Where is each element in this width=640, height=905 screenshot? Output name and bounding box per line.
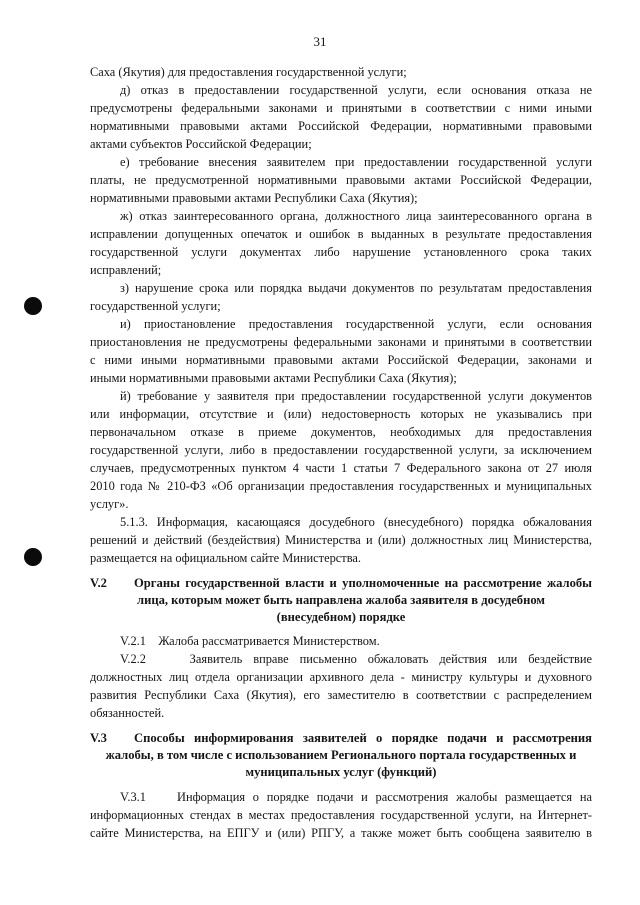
text-line: государственной услуги, либо в предоставлении государственной услуги, за исключением: [90, 443, 592, 457]
paragraph-line: V.2.2 Заявитель вправе письменно обжаловать действия или бездействие: [120, 652, 592, 666]
page-number: 31: [313, 34, 327, 49]
text-line: й) требование у заявителя при предоставлении государственной услуги документов: [120, 389, 592, 403]
text-line: д) отказ в предоставлении государственной услуги, если основания отказа не: [120, 83, 592, 97]
punch-hole-bottom: [24, 548, 42, 566]
text-line: иными нормативными правовыми актами Республики Саха (Якутия);: [90, 371, 457, 385]
text-line: нормативными правовыми актами Российской Федерации, нормативными правовыми: [90, 119, 592, 133]
text-line: исправлении допущенных опечаток и ошибок в выданных в результате предоставления: [90, 227, 592, 241]
punch-hole-top: [24, 297, 42, 315]
text-line: Саха (Якутия) для предоставления государственной услуги;: [90, 65, 407, 79]
text-line: с ними иными нормативными правовыми актами Российской Федерации, законами и: [90, 353, 592, 367]
text-line: з) нарушение срока или порядка выдачи документов по результатам предоставления: [120, 281, 592, 295]
text-line: 2010 года № 210-ФЗ «Об организации предоставления государственных и муниципальных: [90, 479, 592, 493]
text-line: платы, не предусмотренной нормативными правовыми актами Российской Федерации,: [90, 173, 592, 187]
text-line: или информации, отсутствие и (или) недостоверность которых не указывались при: [90, 407, 592, 421]
section-title: (внесудебном) порядке: [276, 610, 406, 624]
text-line: первоначальном отказе в приеме документов, необходимых для предоставления: [90, 425, 592, 439]
section-title: лица, которым может быть направлена жалоба заявителя в досудебном: [137, 593, 545, 607]
text-line: приостановления не предусмотрены федеральными законами и принятыми в соответствии: [90, 335, 592, 349]
text-line: размещается на официальном сайте Министерства.: [90, 551, 361, 565]
paragraph-line: V.3.1 Информация о порядке подачи и рассмотрения жалобы размещается на: [120, 790, 592, 804]
text-line: ж) отказ заинтересованного органа, должностного лица заинтересованного органа в: [120, 209, 592, 223]
section-title: Органы государственной власти и уполномоченные на рассмотрение жалобы: [134, 576, 592, 590]
paragraph-line: сайте Министерства, на ЕПГУ и (или) РПГУ, а также может быть сообщена заявителю в: [90, 826, 592, 840]
text-line: актами субъектов Российской Федерации;: [90, 137, 312, 151]
text-line: решений и действий (бездействия) Министерства и (или) должностных лиц Министерства,: [90, 533, 592, 547]
text-line: е) требование внесения заявителем при предоставлении государственной услуги: [120, 155, 592, 169]
text-line: исправлений;: [90, 263, 162, 277]
section-number: V.3: [90, 731, 107, 745]
paragraph-line: должностных лиц отдела организации архивного дела - министру культуры и духовного: [90, 670, 592, 684]
text-line: 5.1.3. Информация, касающаяся досудебного (внесудебного) порядка обжалования: [120, 515, 592, 529]
text-line: случаев, предусмотренных пунктом 4 части 1 статьи 7 Федерального закона от 27 июля: [90, 461, 592, 475]
text-line: предусмотрены федеральными законами и принятыми в соответствии с ними иными: [90, 101, 592, 115]
text-line: государственной услуги документах либо нарушение установленного срока таких: [90, 245, 592, 259]
text-line: и) приостановление предоставления государственной услуги, если основания: [120, 317, 592, 331]
text-line: нормативными правовыми актами Республики Саха (Якутия);: [90, 191, 418, 205]
paragraph-line: развития Республики Саха (Якутия), его заместителю в соответствии с распределением: [90, 688, 592, 702]
section-title: жалобы, в том числе с использованием Регионального портала государственных и: [105, 748, 577, 762]
text-line: услуг».: [90, 497, 129, 511]
paragraph-line: информационных стендах в местах предоставления государственной услуги, на Интернет-: [90, 808, 592, 822]
paragraph-line: V.2.1 Жалоба рассматривается Министерством.: [120, 634, 380, 648]
text-line: государственной услуги;: [90, 299, 221, 313]
section-title: Способы информирования заявителей о порядке подачи и рассмотрения: [134, 731, 592, 745]
section-number: V.2: [90, 576, 107, 590]
paragraph-line: обязанностей.: [90, 706, 165, 720]
section-title: муниципальных услуг (функций): [245, 765, 437, 779]
